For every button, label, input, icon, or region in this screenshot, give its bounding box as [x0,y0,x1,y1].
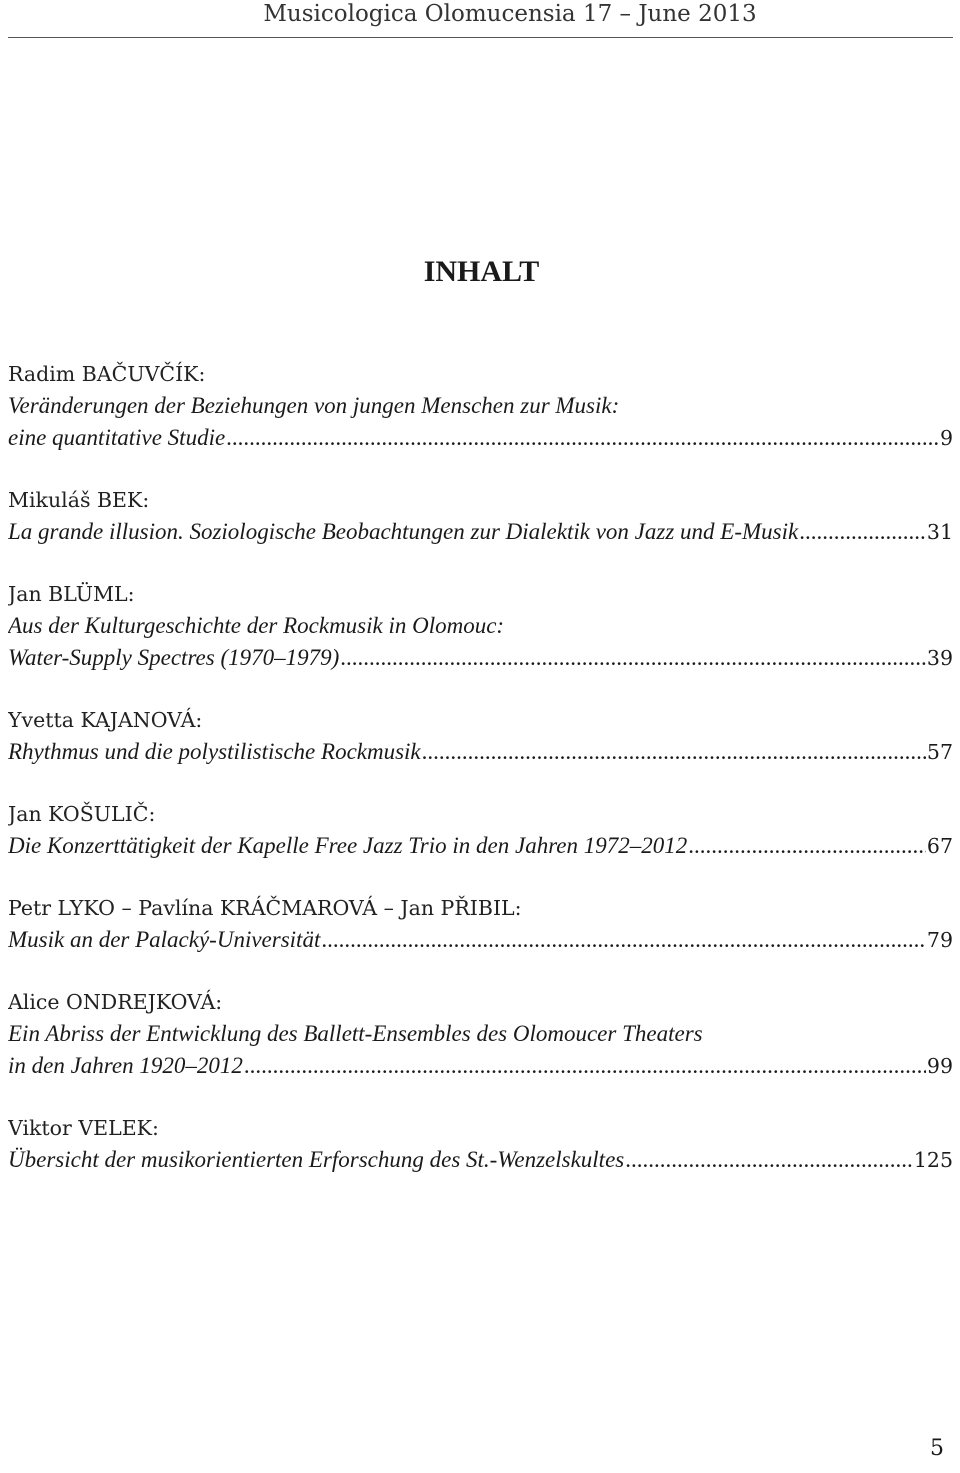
toc-title-last-line [8,924,953,956]
header-rule [8,37,953,38]
toc-leader-dots [422,736,926,768]
toc-title-text: eine quantitative Studie [8,425,226,450]
toc-title-last-line [8,830,953,862]
toc-entry [8,986,953,1082]
toc-author: Petr LYKO – Pavlína KRÁČMAROVÁ – Jan PŘIBIL: [8,896,522,920]
toc-title-text: La grande illusion. Soziologische Beobachtungen zur Dialektik von Jazz und E-Musik [8,519,799,544]
toc-page-number: 125 [913,1148,953,1172]
toc-title-line: Ein Abriss der Entwicklung des Ballett-Ensembles des Olomoucer Theaters [8,1021,703,1046]
toc-title-last-line [8,736,953,768]
toc-page-number: 67 [926,834,953,858]
toc-title-text: Übersicht der musikorientierten Erforschung des St.-Wenzelskultes [8,1147,625,1172]
toc-author: Alice ONDREJKOVÁ: [8,990,223,1014]
toc-author: Radim BAČUVČÍK: [8,362,206,386]
toc-leader-dots [226,422,939,454]
toc-title-last-line [8,422,953,454]
toc-author: Yvetta KAJANOVÁ: [8,708,203,732]
toc-title-text: Die Konzerttätigkeit der Kapelle Free Jazz Trio in den Jahren 1972–2012 [8,833,688,858]
toc-page-number: 57 [926,740,953,764]
toc-title-last-line [8,642,953,674]
toc-page-number: 79 [926,928,953,952]
toc-entry [8,1112,953,1176]
toc-title-line: Aus der Kulturgeschichte der Rockmusik in Olomouc: [8,613,505,638]
toc-entry [8,358,953,454]
toc-title-text: Rhythmus und die polystilistische Rockmusik [8,739,421,764]
toc-title-last-line [8,1144,953,1176]
toc-author: Viktor VELEK: [8,1116,159,1140]
running-header: Musicologica Olomucensia 17 – June 2013 [263,1,757,27]
toc-entry [8,578,953,674]
toc-title-text: Musik an der Palacký-Universität [8,927,321,952]
toc-title-last-line [8,1050,953,1082]
toc-entry [8,704,953,768]
toc-entry [8,484,953,548]
toc-entry [8,892,953,956]
toc-page-number: 9 [939,426,953,450]
toc-leader-dots [799,516,926,548]
toc-entry [8,798,953,862]
toc-title-line: Veränderungen der Beziehungen von jungen Menschen zur Musik: [8,393,620,418]
toc-page-number: 99 [926,1054,953,1078]
page-number: 5 [930,1436,944,1461]
page-title: INHALT [423,255,540,288]
toc-leader-dots [340,642,926,674]
toc-page-number: 31 [926,520,953,544]
toc-leader-dots [688,830,926,862]
toc-page-number: 39 [926,646,953,670]
toc-leader-dots [321,924,926,956]
toc-author: Mikuláš BEK: [8,488,150,512]
table-of-contents [8,358,953,1206]
toc-leader-dots [625,1144,913,1176]
toc-leader-dots [244,1050,926,1082]
toc-author: Jan BLÜML: [8,582,135,606]
toc-title-text: in den Jahren 1920–2012 [8,1053,243,1078]
toc-author: Jan KOŠULIČ: [8,802,156,826]
toc-title-last-line [8,516,953,548]
toc-title-text: Water-Supply Spectres (1970–1979) [8,645,340,670]
